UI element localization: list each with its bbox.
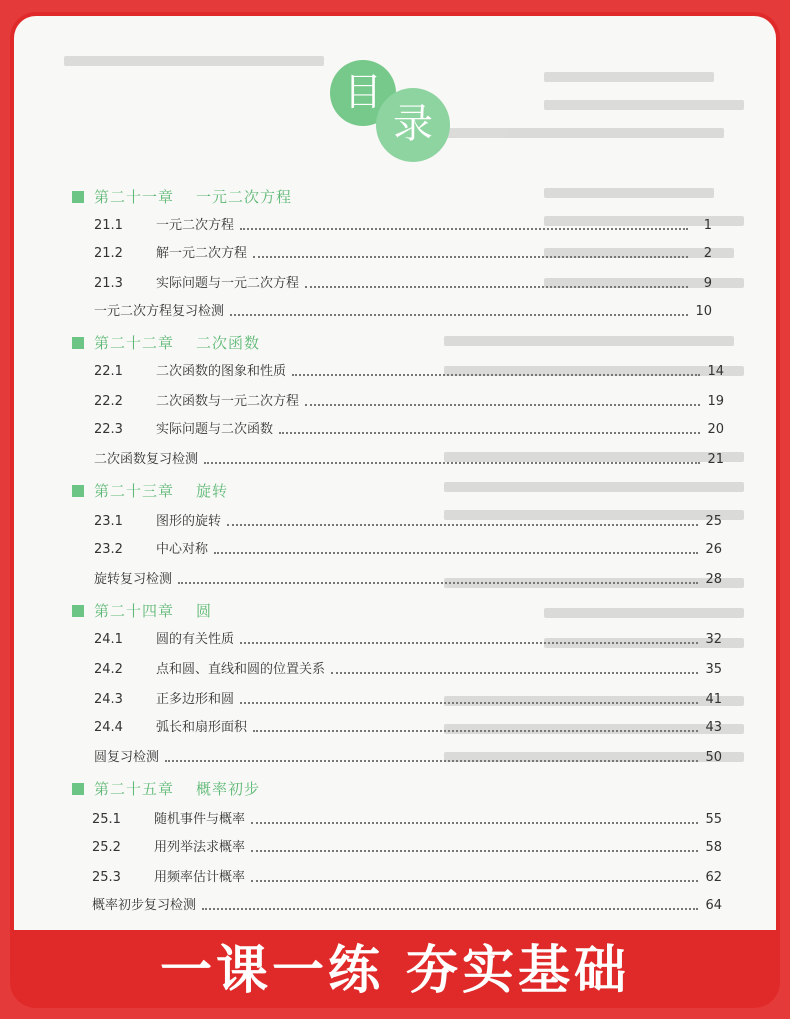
section-number: 21.1 (94, 218, 123, 233)
chapter-number: 第二十一章 (94, 188, 175, 206)
chapter-title: 圆 (196, 602, 213, 620)
dot-leader (331, 671, 698, 674)
dot-leader (251, 879, 698, 882)
dot-leader (253, 729, 698, 732)
review-title: 一元二次方程复习检测 (94, 304, 225, 319)
page-number: 9 (703, 276, 712, 291)
section-number: 25.3 (92, 870, 121, 885)
section-title: 点和圆、直线和圆的位置关系 (156, 662, 326, 677)
section-number: 22.3 (94, 422, 123, 437)
dot-leader (240, 641, 698, 644)
dot-leader (292, 373, 700, 376)
section-number: 24.2 (94, 662, 123, 677)
review-title: 概率初步复习检测 (92, 898, 197, 913)
toc-page (14, 16, 776, 930)
dot-leader (227, 523, 698, 526)
page-number: 20 (707, 422, 724, 437)
title-char-2: 录 (376, 88, 450, 162)
page-number: 55 (705, 812, 722, 827)
section-number: 24.1 (94, 632, 123, 647)
chapter-heading[interactable] (72, 332, 260, 353)
dot-leader (178, 581, 698, 584)
section-number: 21.3 (94, 276, 123, 291)
page-number: 25 (705, 514, 722, 529)
section-number: 21.2 (94, 246, 123, 261)
chapter-marker-icon (72, 337, 84, 349)
chapter-title: 旋转 (196, 482, 229, 500)
dot-leader (214, 551, 698, 554)
toc-review-entry[interactable] (94, 746, 722, 765)
toc-entry[interactable] (94, 360, 724, 379)
page-number: 41 (705, 692, 722, 707)
page-number: 10 (695, 304, 712, 319)
toc-entry[interactable] (94, 538, 722, 557)
chapter-title: 二次函数 (196, 334, 261, 352)
outer-frame (10, 12, 780, 1008)
section-title: 实际问题与一元二次方程 (156, 276, 300, 291)
dot-leader (279, 431, 700, 434)
toc-entry[interactable] (92, 866, 722, 885)
page-number: 50 (705, 750, 722, 765)
section-title: 中心对称 (156, 542, 209, 557)
section-title: 二次函数与一元二次方程 (156, 394, 300, 409)
chapter-number: 第二十二章 (94, 334, 175, 352)
page-number: 14 (707, 364, 724, 379)
toc-entry[interactable] (94, 242, 712, 261)
dot-leader (230, 313, 688, 316)
chapter-heading[interactable] (72, 778, 260, 799)
dot-leader (251, 849, 698, 852)
chapter-number: 第二十四章 (94, 602, 175, 620)
toc-entry[interactable] (92, 808, 722, 827)
toc-entry[interactable] (94, 418, 724, 437)
section-number: 24.4 (94, 720, 123, 735)
chapter-heading[interactable] (72, 186, 292, 207)
title-char-1: 目 (330, 60, 396, 126)
review-title: 旋转复习检测 (94, 572, 173, 587)
section-title: 弧长和扇形面积 (156, 720, 248, 735)
toc-review-entry[interactable] (92, 894, 722, 913)
chapter-title: 一元二次方程 (196, 188, 293, 206)
toc-entry[interactable] (94, 510, 722, 529)
chapter-number: 第二十三章 (94, 482, 175, 500)
page-number: 58 (705, 840, 722, 855)
toc-entry[interactable] (94, 716, 722, 735)
page-number: 32 (705, 632, 722, 647)
toc-review-entry[interactable] (94, 448, 724, 467)
dot-leader (240, 701, 698, 704)
section-number: 25.2 (92, 840, 121, 855)
toc-entry[interactable] (94, 390, 724, 409)
dot-leader (305, 285, 688, 288)
section-title: 随机事件与概率 (154, 812, 246, 827)
page-number: 64 (705, 898, 722, 913)
chapter-marker-icon (72, 605, 84, 617)
toc-title-badge (330, 60, 460, 160)
review-title: 二次函数复习检测 (94, 452, 199, 467)
chapter-marker-icon (72, 783, 84, 795)
page-number: 43 (705, 720, 722, 735)
section-number: 25.1 (92, 812, 121, 827)
chapter-heading[interactable] (72, 480, 228, 501)
toc-entry[interactable] (94, 688, 722, 707)
section-number: 22.1 (94, 364, 123, 379)
chapter-heading[interactable] (72, 600, 212, 621)
dot-leader (251, 821, 698, 824)
dot-leader (165, 759, 698, 762)
section-title: 用列举法求概率 (154, 840, 246, 855)
page-number: 28 (705, 572, 722, 587)
slogan-banner: 一课一练 夯实基础 (159, 941, 631, 1001)
section-title: 二次函数的图象和性质 (156, 364, 287, 379)
section-title: 用频率估计概率 (154, 870, 246, 885)
toc-entry[interactable] (94, 214, 712, 233)
section-title: 实际问题与二次函数 (156, 422, 274, 437)
page-number: 62 (705, 870, 722, 885)
section-title: 解一元二次方程 (156, 246, 248, 261)
chapter-marker-icon (72, 485, 84, 497)
toc-entry[interactable] (94, 628, 722, 647)
toc-entry[interactable] (94, 272, 712, 291)
review-title: 圆复习检测 (94, 750, 160, 765)
dot-leader (204, 461, 700, 464)
section-number: 24.3 (94, 692, 123, 707)
page-number: 35 (705, 662, 722, 677)
section-title: 一元二次方程 (156, 218, 235, 233)
chapter-title: 概率初步 (196, 780, 261, 798)
chapter-marker-icon (72, 191, 84, 203)
dot-leader (305, 403, 700, 406)
section-title: 图形的旋转 (156, 514, 222, 529)
toc-entry[interactable] (94, 658, 722, 677)
section-number: 23.1 (94, 514, 123, 529)
dot-leader (253, 255, 688, 258)
section-number: 22.2 (94, 394, 123, 409)
toc-entry[interactable] (92, 836, 722, 855)
chapter-number: 第二十五章 (94, 780, 175, 798)
page-number: 1 (703, 218, 712, 233)
section-number: 23.2 (94, 542, 123, 557)
toc-review-entry[interactable] (94, 568, 722, 587)
page-number: 19 (707, 394, 724, 409)
dot-leader (240, 227, 688, 230)
page-number: 26 (705, 542, 722, 557)
page-number: 21 (707, 452, 724, 467)
section-title: 正多边形和圆 (156, 692, 235, 707)
toc-review-entry[interactable] (94, 300, 712, 319)
page-number: 2 (703, 246, 712, 261)
section-title: 圆的有关性质 (156, 632, 235, 647)
dot-leader (202, 907, 698, 910)
